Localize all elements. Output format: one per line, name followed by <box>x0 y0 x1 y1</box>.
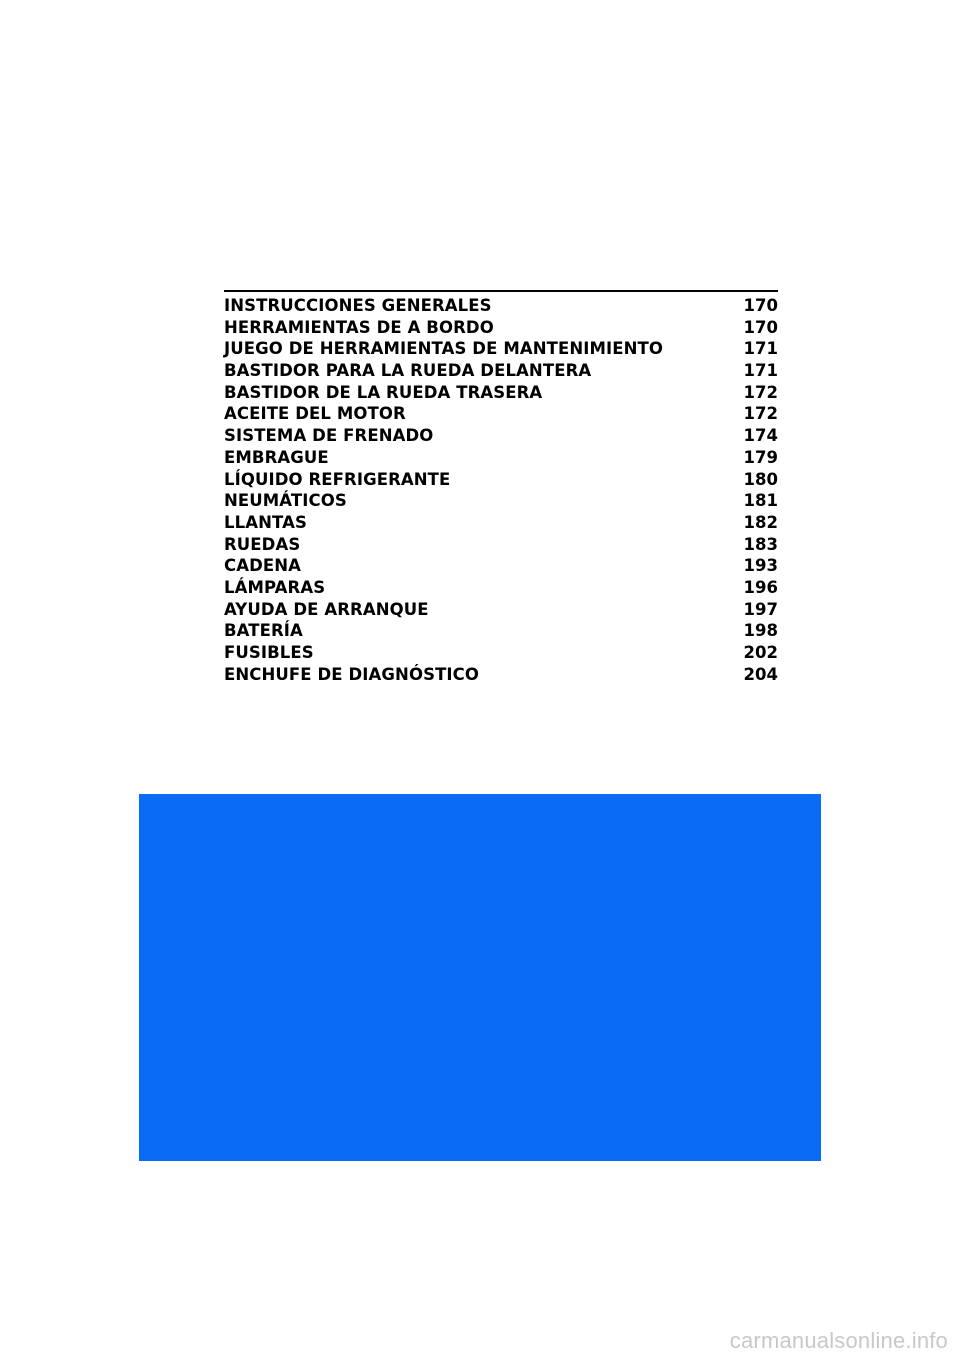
toc-entry-page: 170 <box>743 317 778 337</box>
toc-entry-title: CADENA <box>224 556 302 576</box>
toc-entry[interactable] <box>224 425 778 447</box>
blue-panel <box>139 794 821 1161</box>
table-of-contents <box>224 290 778 685</box>
toc-entry-title: LÁMPARAS <box>224 577 326 597</box>
toc-entry[interactable] <box>224 534 778 556</box>
toc-entry-page: 183 <box>743 534 778 554</box>
toc-entry[interactable] <box>224 403 778 425</box>
toc-entry[interactable] <box>224 577 778 599</box>
toc-entry[interactable] <box>224 382 778 404</box>
toc-entry-title: NEUMÁTICOS <box>224 491 347 511</box>
toc-entry[interactable] <box>224 664 778 686</box>
toc-entry-title: FUSIBLES <box>224 643 314 662</box>
toc-entry[interactable] <box>224 512 778 534</box>
toc-entry-page: 197 <box>743 599 778 619</box>
toc-entry[interactable] <box>224 620 778 642</box>
toc-entry-page: 182 <box>743 512 778 532</box>
toc-entry-title: EMBRAGUE <box>224 447 329 467</box>
toc-entry-title: ENCHUFE DE DIAGNÓSTICO <box>224 664 479 684</box>
toc-entry-page: 193 <box>743 556 778 576</box>
toc-entry-page: 202 <box>743 643 778 662</box>
toc-entry-page: 174 <box>743 426 778 446</box>
toc-entry-title: LLANTAS <box>224 512 307 532</box>
toc-entry[interactable] <box>224 317 778 339</box>
toc-entry-page: 181 <box>743 491 778 511</box>
toc-entry[interactable] <box>224 295 778 317</box>
toc-entry[interactable] <box>224 360 778 382</box>
toc-entry-page: 179 <box>743 447 778 467</box>
toc-entry[interactable] <box>224 599 778 621</box>
toc-entry[interactable] <box>224 555 778 577</box>
toc-entry-page: 204 <box>743 664 778 684</box>
toc-entry[interactable] <box>224 490 778 512</box>
toc-entry-page: 171 <box>743 339 778 359</box>
toc-entry-title: HERRAMIENTAS DE A BORDO <box>224 317 494 337</box>
toc-entry-title: BASTIDOR DE LA RUEDA TRASERA <box>224 382 543 402</box>
toc-entry-page: 172 <box>743 404 778 424</box>
toc-entry-title: LÍQUIDO REFRIGERANTE <box>224 469 451 489</box>
toc-entry-page: 171 <box>743 361 778 381</box>
toc-entry-title: AYUDA DE ARRANQUE <box>224 599 429 619</box>
toc-entry[interactable] <box>224 469 778 491</box>
toc-entry[interactable] <box>224 642 778 664</box>
toc-entry-page: 198 <box>743 621 778 641</box>
toc-entry-title: BASTIDOR PARA LA RUEDA DELANTERA <box>224 361 592 381</box>
toc-entry-page: 196 <box>743 577 778 597</box>
toc-entry-title: INSTRUCCIONES GENERALES <box>224 296 492 315</box>
toc-entry-title: JUEGO DE HERRAMIENTAS DE MANTENIMIENTO <box>224 339 664 359</box>
toc-entry[interactable] <box>224 447 778 469</box>
toc-entry-title: BATERÍA <box>224 621 303 641</box>
toc-entry-title: RUEDAS <box>224 534 301 554</box>
watermark: carmanualsonline.info <box>729 1328 948 1353</box>
toc-entry-page: 180 <box>743 469 778 489</box>
toc-entry-page: 172 <box>743 382 778 402</box>
toc-entry-page: 170 <box>743 296 778 315</box>
toc-entry[interactable] <box>224 338 778 360</box>
toc-entry-title: ACEITE DEL MOTOR <box>224 404 406 424</box>
toc-entry-title: SISTEMA DE FRENADO <box>224 426 434 446</box>
